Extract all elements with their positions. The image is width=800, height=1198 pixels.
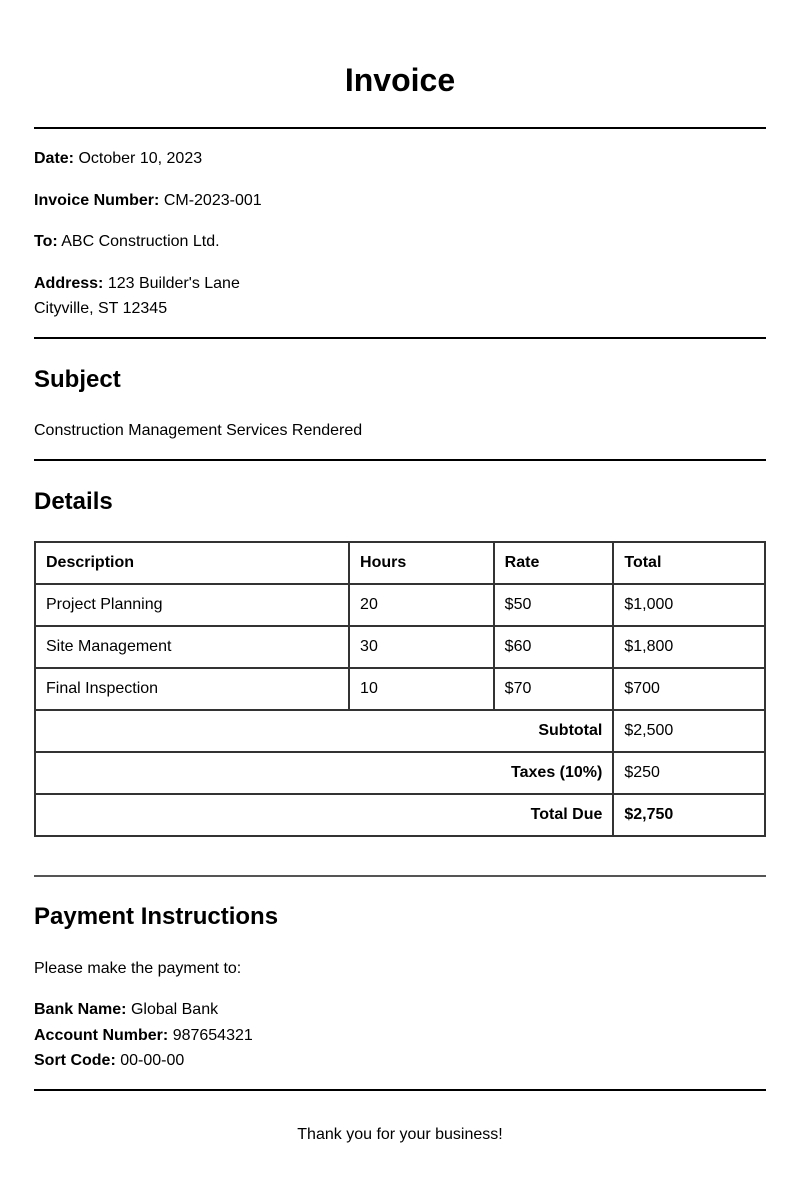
bank-name-label: Bank Name: xyxy=(34,1001,127,1018)
subtotal-value: $2,500 xyxy=(613,710,765,752)
column-header-rate: Rate xyxy=(494,542,614,584)
date-line xyxy=(34,148,202,170)
table-row xyxy=(35,668,765,710)
account-number-value: 987654321 xyxy=(172,1027,253,1044)
column-header-total: Total xyxy=(613,542,765,584)
address-line-1: 123 Builder's Lane xyxy=(107,275,240,292)
table-row xyxy=(35,626,765,668)
row-hours: 20 xyxy=(349,584,494,626)
recipient-line xyxy=(34,231,220,253)
table-row xyxy=(35,584,765,626)
invoice-number-line xyxy=(34,190,262,212)
details-heading: Details xyxy=(34,488,113,515)
sort-code-line xyxy=(34,1050,184,1072)
sort-code-label: Sort Code: xyxy=(34,1052,116,1069)
table-header-row xyxy=(35,542,765,584)
row-hours: 30 xyxy=(349,626,494,668)
taxes-label: Taxes (10%) xyxy=(35,752,613,794)
payment-heading: Payment Instructions xyxy=(34,903,279,930)
row-rate: $70 xyxy=(494,668,614,710)
column-header-hours: Hours xyxy=(349,542,494,584)
row-hours: 10 xyxy=(349,668,494,710)
footer-message: Thank you for your business! xyxy=(297,1126,503,1143)
details-table xyxy=(34,541,766,837)
column-header-description: Description xyxy=(35,542,349,584)
bank-name-value: Global Bank xyxy=(130,1001,219,1018)
bank-name-line xyxy=(34,999,218,1021)
subtotal-row xyxy=(35,710,765,752)
sort-code-value: 00-00-00 xyxy=(120,1052,185,1069)
recipient-value: ABC Construction Ltd. xyxy=(61,233,220,250)
recipient-label: To: xyxy=(34,233,58,250)
page-title: Invoice xyxy=(344,62,456,98)
row-description: Project Planning xyxy=(35,584,349,626)
total-due-value: $2,750 xyxy=(613,794,765,836)
taxes-row xyxy=(35,752,765,794)
row-description: Final Inspection xyxy=(35,668,349,710)
divider xyxy=(34,875,766,877)
date-label: Date: xyxy=(34,150,75,167)
row-rate: $60 xyxy=(494,626,614,668)
total-due-label: Total Due xyxy=(35,794,613,836)
subject-text: Construction Management Services Rendered xyxy=(34,422,363,439)
account-number-label: Account Number: xyxy=(34,1027,169,1044)
total-due-row xyxy=(35,794,765,836)
invoice-number-value: CM-2023-001 xyxy=(163,192,262,209)
taxes-value: $250 xyxy=(613,752,765,794)
row-total: $1,800 xyxy=(613,626,765,668)
row-rate: $50 xyxy=(494,584,614,626)
subject-heading: Subject xyxy=(34,366,121,393)
row-description: Site Management xyxy=(35,626,349,668)
subtotal-label: Subtotal xyxy=(35,710,613,752)
invoice-number-label: Invoice Number: xyxy=(34,192,160,209)
divider xyxy=(34,127,766,129)
date-value: October 10, 2023 xyxy=(78,150,203,167)
divider xyxy=(34,459,766,461)
divider xyxy=(34,337,766,339)
address-line-2: Cityville, ST 12345 xyxy=(34,300,168,317)
account-number-line xyxy=(34,1025,253,1047)
divider xyxy=(34,1089,766,1091)
address-line xyxy=(34,273,240,295)
address-label: Address: xyxy=(34,275,104,292)
payment-intro: Please make the payment to: xyxy=(34,960,242,977)
row-total: $700 xyxy=(613,668,765,710)
row-total: $1,000 xyxy=(613,584,765,626)
